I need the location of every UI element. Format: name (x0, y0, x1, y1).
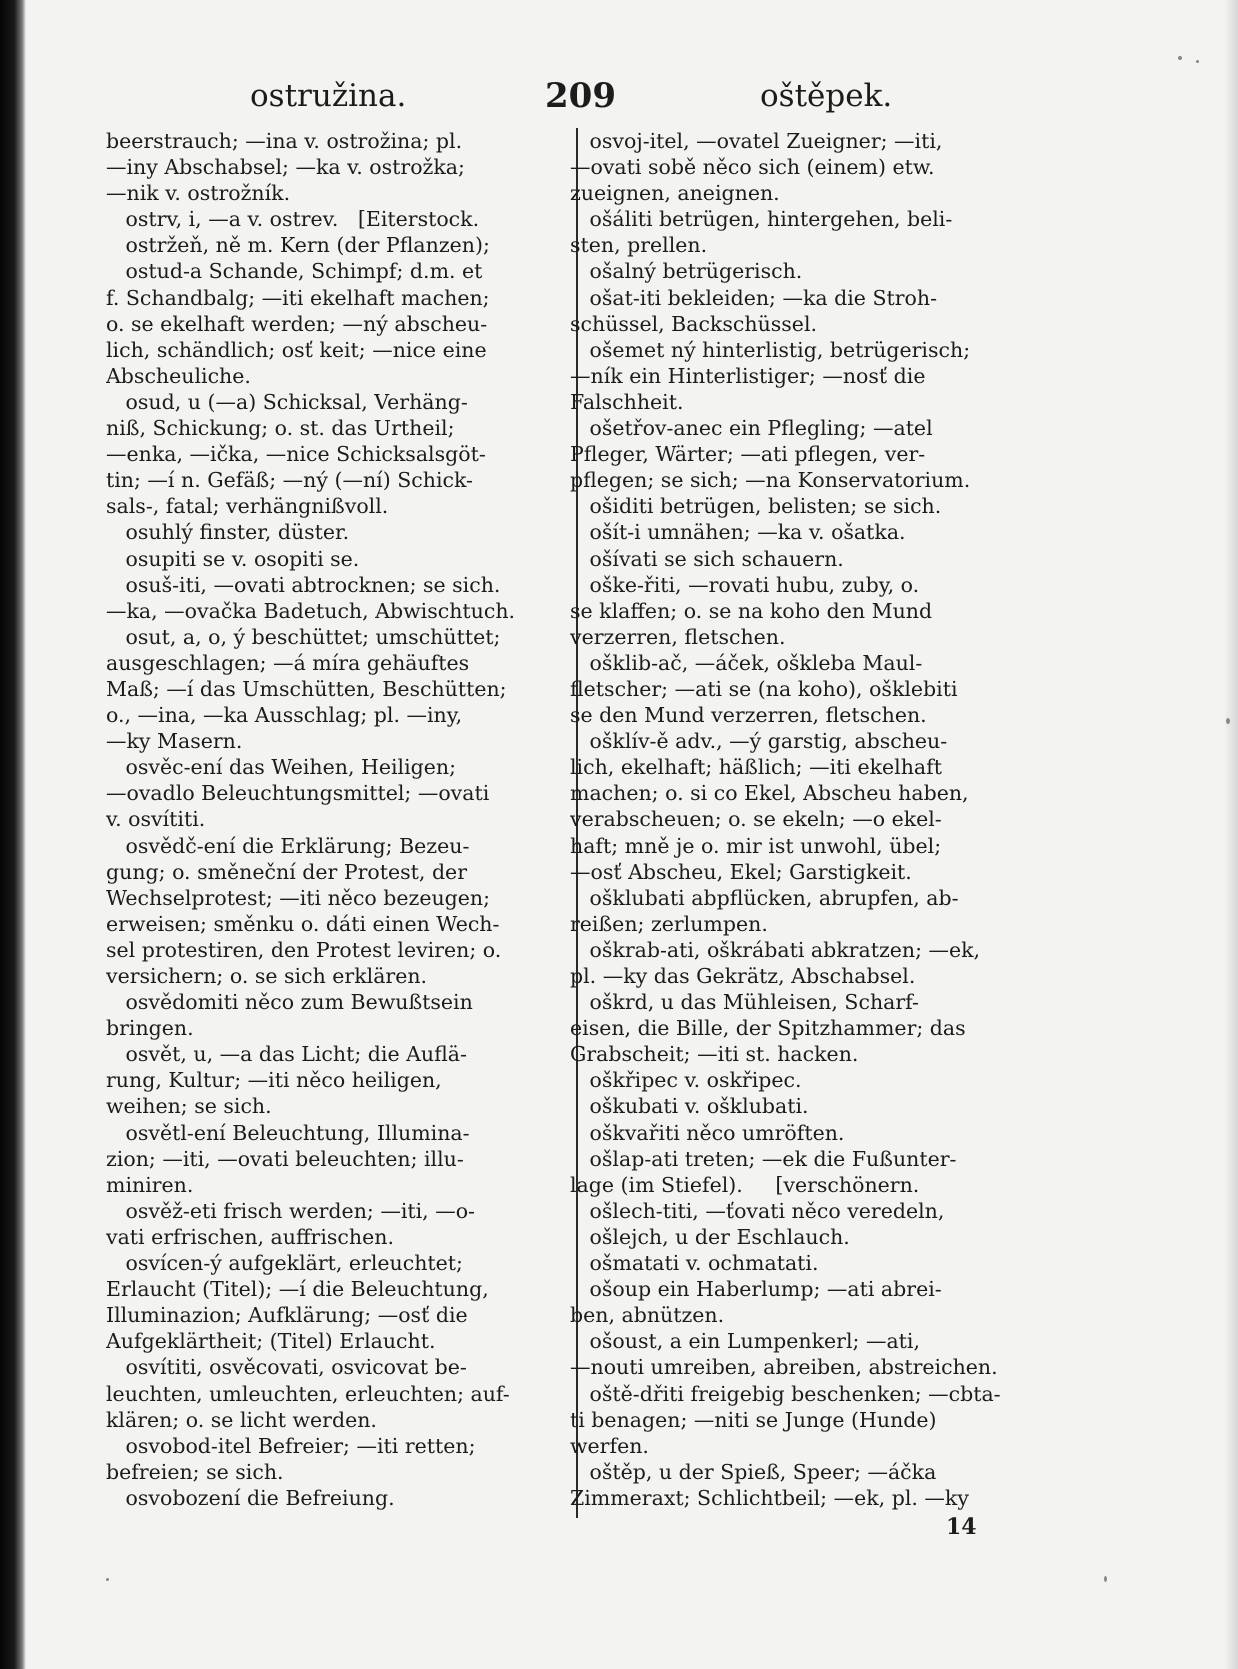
dictionary-line: sten, prellen. (570, 233, 708, 258)
page-right-edge (1224, 0, 1238, 1669)
dictionary-line: o., —ina, —ka Ausschlag; pl. —iny, (106, 703, 463, 728)
dictionary-line: se klaffen; o. se na koho den Mund (570, 598, 933, 623)
dictionary-line: Erlaucht (Titel); —í die Beleuchtung, (106, 1277, 489, 1302)
dictionary-line: lich, ekelhaft; häßlich; —iti ekelhaft (570, 755, 942, 780)
dictionary-line: Maß; —í das Umschütten, Beschütten; (106, 676, 507, 701)
dictionary-line: klären; o. se licht werden. (106, 1407, 377, 1432)
dictionary-line: ošoup ein Haberlump; —ati abrei- (570, 1277, 942, 1302)
dictionary-line: osut, a, o, ý beschüttet; umschüttet; (106, 624, 501, 649)
dictionary-line: —ka, —ovačka Badetuch, Abwischtuch. (106, 598, 516, 623)
dictionary-line: leuchten, umleuchten, erleuchten; auf- (106, 1381, 510, 1406)
dictionary-line: —ovadlo Beleuchtungsmittel; —ovati (106, 781, 490, 806)
running-header (110, 78, 1180, 118)
right-guide-word: oštěpek. (760, 78, 893, 114)
dictionary-line: osvěc-ení das Weihen, Heiligen; (106, 755, 457, 780)
dictionary-line: ošklib-ač, —áček, ošklebа Maul- (570, 650, 923, 675)
dictionary-line: ošemet ný hinterlistig, betrügerisch; (570, 337, 971, 362)
dictionary-line: ti benagen; —niti se Junge (Hunde) (570, 1407, 937, 1432)
dictionary-line: osvítiti, osvěcovati, osvicovat be- (106, 1355, 467, 1380)
dictionary-line: miniren. (106, 1172, 194, 1197)
dictionary-line: Grabscheit; —iti st. hacken. (570, 1042, 859, 1067)
dictionary-line: osupiti se v. osopiti se. (106, 546, 360, 571)
dictionary-line: ošmatati v. ochmatati. (570, 1251, 819, 1276)
dictionary-line: ostud-a Schande, Schimpf; d.m. et (106, 259, 483, 284)
dictionary-line: befreien; se sich. (106, 1459, 284, 1484)
dictionary-line: Aufgeklärtheit; (Titel) Erlaucht. (106, 1329, 436, 1354)
dictionary-line: v. osvítiti. (106, 807, 206, 832)
dictionary-line: oškrd, u das Mühleisen, Scharf- (570, 990, 919, 1015)
dictionary-line: oškubati v. ošklubati. (570, 1094, 809, 1119)
dictionary-line: —ovati sobě něco sich (einem) etw. (570, 155, 935, 180)
dictionary-line: ošklubati abpflücken, abrupfen, ab- (570, 885, 959, 910)
dictionary-line: ošat-iti bekleiden; —ka die Stroh- (570, 285, 938, 310)
dictionary-line: lage (im Stiefel). [verschönern. (570, 1172, 920, 1197)
dictionary-line: versichern; o. se sich erklären. (106, 964, 428, 988)
dictionary-line: ošívati se sich schauern. (570, 546, 844, 571)
speck (106, 1578, 109, 1581)
speck (1226, 718, 1230, 724)
dictionary-line: verabscheuen; o. se ekeln; —o ekel- (570, 807, 942, 832)
dictionary-line: gung; o. směneční der Protest, der (106, 859, 467, 884)
dictionary-line: f. Schandbalg; —iti ekelhaft machen; (106, 285, 490, 310)
dictionary-line: osvědč-ení die Erklärung; Bezeu- (106, 833, 470, 858)
dictionary-line: ošetřov-anec ein Pflegling; —atel (570, 416, 933, 441)
dictionary-line: erweisen; směnku o. dáti einen Wech- (106, 911, 500, 936)
dictionary-line: o. se ekelhaft werden; —ný abscheu- (106, 311, 488, 336)
page-number: 209 (545, 76, 616, 116)
dictionary-line: tin; —í n. Gefäß; —ný (—ní) Schick- (106, 468, 473, 493)
dictionary-line: osvědomiti něco zum Bewußtsein (106, 990, 473, 1015)
dictionary-line: ošoust, a ein Lumpenkerl; —ati, (570, 1329, 920, 1354)
dictionary-line: sals-, fatal; verhängnißvoll. (106, 494, 389, 519)
dictionary-line: machen; o. si co Ekel, Abscheu haben, (570, 781, 969, 806)
speck (1196, 60, 1199, 63)
dictionary-line: ošiditi betrügen, belisten; se sich. (570, 494, 942, 519)
dictionary-line: werfen. (570, 1433, 649, 1458)
dictionary-line: lich, schändlich; osť keit; —nice eine (106, 337, 487, 362)
dictionary-line: osud, u (—a) Schicksal, Verhäng- (106, 389, 468, 414)
dictionary-line: —osť Abscheu, Ekel; Garstigkeit. (570, 859, 912, 884)
speck (1178, 56, 1182, 60)
dictionary-line: ošlap-ati treten; —ek die Fußunter- (570, 1146, 957, 1171)
dictionary-line: Wechselprotest; —iti něco bezeugen; (106, 885, 491, 910)
dictionary-line: —nik v. ostrožník. (106, 181, 291, 206)
dictionary-line: schüssel, Backschüssel. (570, 311, 818, 336)
dictionary-line: ošáliti betrügen, hintergehen, beli- (570, 207, 953, 232)
dictionary-line: weihen; se sich. (106, 1094, 272, 1119)
dictionary-line: oškřipec v. oskřipec. (570, 1068, 802, 1093)
dictionary-line: osuhlý finster, düster. (106, 520, 350, 545)
dictionary-line: oště-dřiti freigebig beschenken; —cbta- (570, 1381, 1001, 1406)
dictionary-line: ošlejch, u der Eschlauch. (570, 1224, 850, 1249)
dictionary-line: —ky Masern. (106, 729, 243, 754)
dictionary-line: zion; —iti, —ovati beleuchten; illu- (106, 1146, 464, 1171)
dictionary-line: —nouti umreiben, abreiben, abstreichen. (570, 1355, 998, 1380)
dictionary-line: —ník ein Hinterlistiger; —nosť die (570, 363, 926, 388)
page-binding-edge (0, 0, 26, 1669)
dictionary-line: oškrab-ati, oškrábati abkratzen; —ek, (570, 937, 981, 962)
dictionary-line: oštěp, u der Spieß, Speer; —áčka (570, 1459, 937, 1484)
dictionary-line: Zimmeraxt; Schlichtbeil; —ek, pl. —ky (570, 1485, 969, 1510)
dictionary-line: vati erfrischen, auffrischen. (106, 1224, 394, 1249)
dictionary-line: reißen; zerlumpen. (570, 911, 768, 936)
dictionary-line: osvobození die Befreiung. (106, 1485, 395, 1510)
dictionary-line: zueignen, aneignen. (570, 181, 780, 206)
dictionary-line: sel protestiren, den Protest leviren; o. (106, 937, 502, 962)
dictionary-line: ošlech-titi, —ťovati něco veredeln, (570, 1198, 945, 1223)
dictionary-line: osvoj-itel, —ovatel Zueigner; —iti, (570, 129, 943, 153)
dictionary-line: verzerren, fletschen. (570, 624, 786, 649)
dictionary-line: osvícen-ý aufgeklärt, erleuchtet; (106, 1251, 463, 1276)
dictionary-line: osvět, u, —a das Licht; die Auflä- (106, 1042, 467, 1067)
dictionary-line: ošalný betrügerisch. (570, 259, 803, 284)
signature-mark: 14 (946, 1514, 977, 1540)
dictionary-line: oškvařiti něco umröften. (570, 1120, 845, 1145)
dictionary-line: beerstrauch; —ina v. ostrožina; pl. (106, 129, 463, 153)
dictionary-line: ošít-i umnähen; —ka v. ošatka. (570, 520, 906, 545)
dictionary-line: —enka, —ička, —nice Schicksalsgöt- (106, 442, 486, 467)
dictionary-line: ausgeschlagen; —á míra gehäuftes (106, 650, 470, 675)
dictionary-line: se den Mund verzerren, fletschen. (570, 703, 927, 728)
dictionary-line: pflegen; se sich; —na Konservatorium. (570, 468, 971, 493)
dictionary-line: ošklív-ě adv., —ý garstig, abscheu- (570, 729, 948, 754)
dictionary-line: Falschheit. (570, 389, 684, 414)
dictionary-line: ostržeň, ně m. Kern (der Pflanzen); (106, 233, 490, 258)
right-column (570, 128, 1044, 1528)
dictionary-line: —iny Abschabsel; —ka v. ostrožka; (106, 155, 465, 180)
dictionary-line: ostrv, i, —a v. ostrev. [Eiterstock. (106, 207, 480, 232)
dictionary-line: osvobod-itel Befreier; —iti retten; (106, 1433, 476, 1458)
dictionary-line: osvěž-eti frisch werden; —iti, —o- (106, 1198, 475, 1223)
left-column (106, 128, 580, 1528)
dictionary-line: eisen, die Bille, der Spitzhammer; das (570, 1016, 966, 1041)
dictionary-line: pl. —ky das Gekrätz, Abschabsel. (570, 964, 916, 988)
dictionary-line: oške-řiti, —rovati hubu, zuby, o. (570, 572, 920, 597)
dictionary-line: rung, Kultur; —iti něco heiligen, (106, 1068, 442, 1093)
dictionary-line: bringen. (106, 1016, 194, 1041)
dictionary-line: Abscheuliche. (106, 363, 251, 388)
dictionary-line: osuš-iti, —ovati abtrocknen; se sich. (106, 572, 501, 597)
dictionary-line: niß, Schickung; o. st. das Urtheil; (106, 416, 455, 441)
speck (1104, 1576, 1107, 1582)
dictionary-line: Pfleger, Wärter; —ati pflegen, ver- (570, 442, 926, 467)
dictionary-line: haft; mně je o. mir ist unwohl, übel; (570, 833, 942, 858)
dictionary-line: fletscher; —ati se (na koho), ošklebiti (570, 676, 958, 701)
dictionary-line: ben, abnützen. (570, 1303, 725, 1328)
dictionary-line: osvětl-ení Beleuchtung, Illumina- (106, 1120, 470, 1145)
dictionary-line: Illuminazion; Aufklärung; —osť die (106, 1303, 468, 1328)
left-guide-word: ostružina. (250, 78, 407, 114)
